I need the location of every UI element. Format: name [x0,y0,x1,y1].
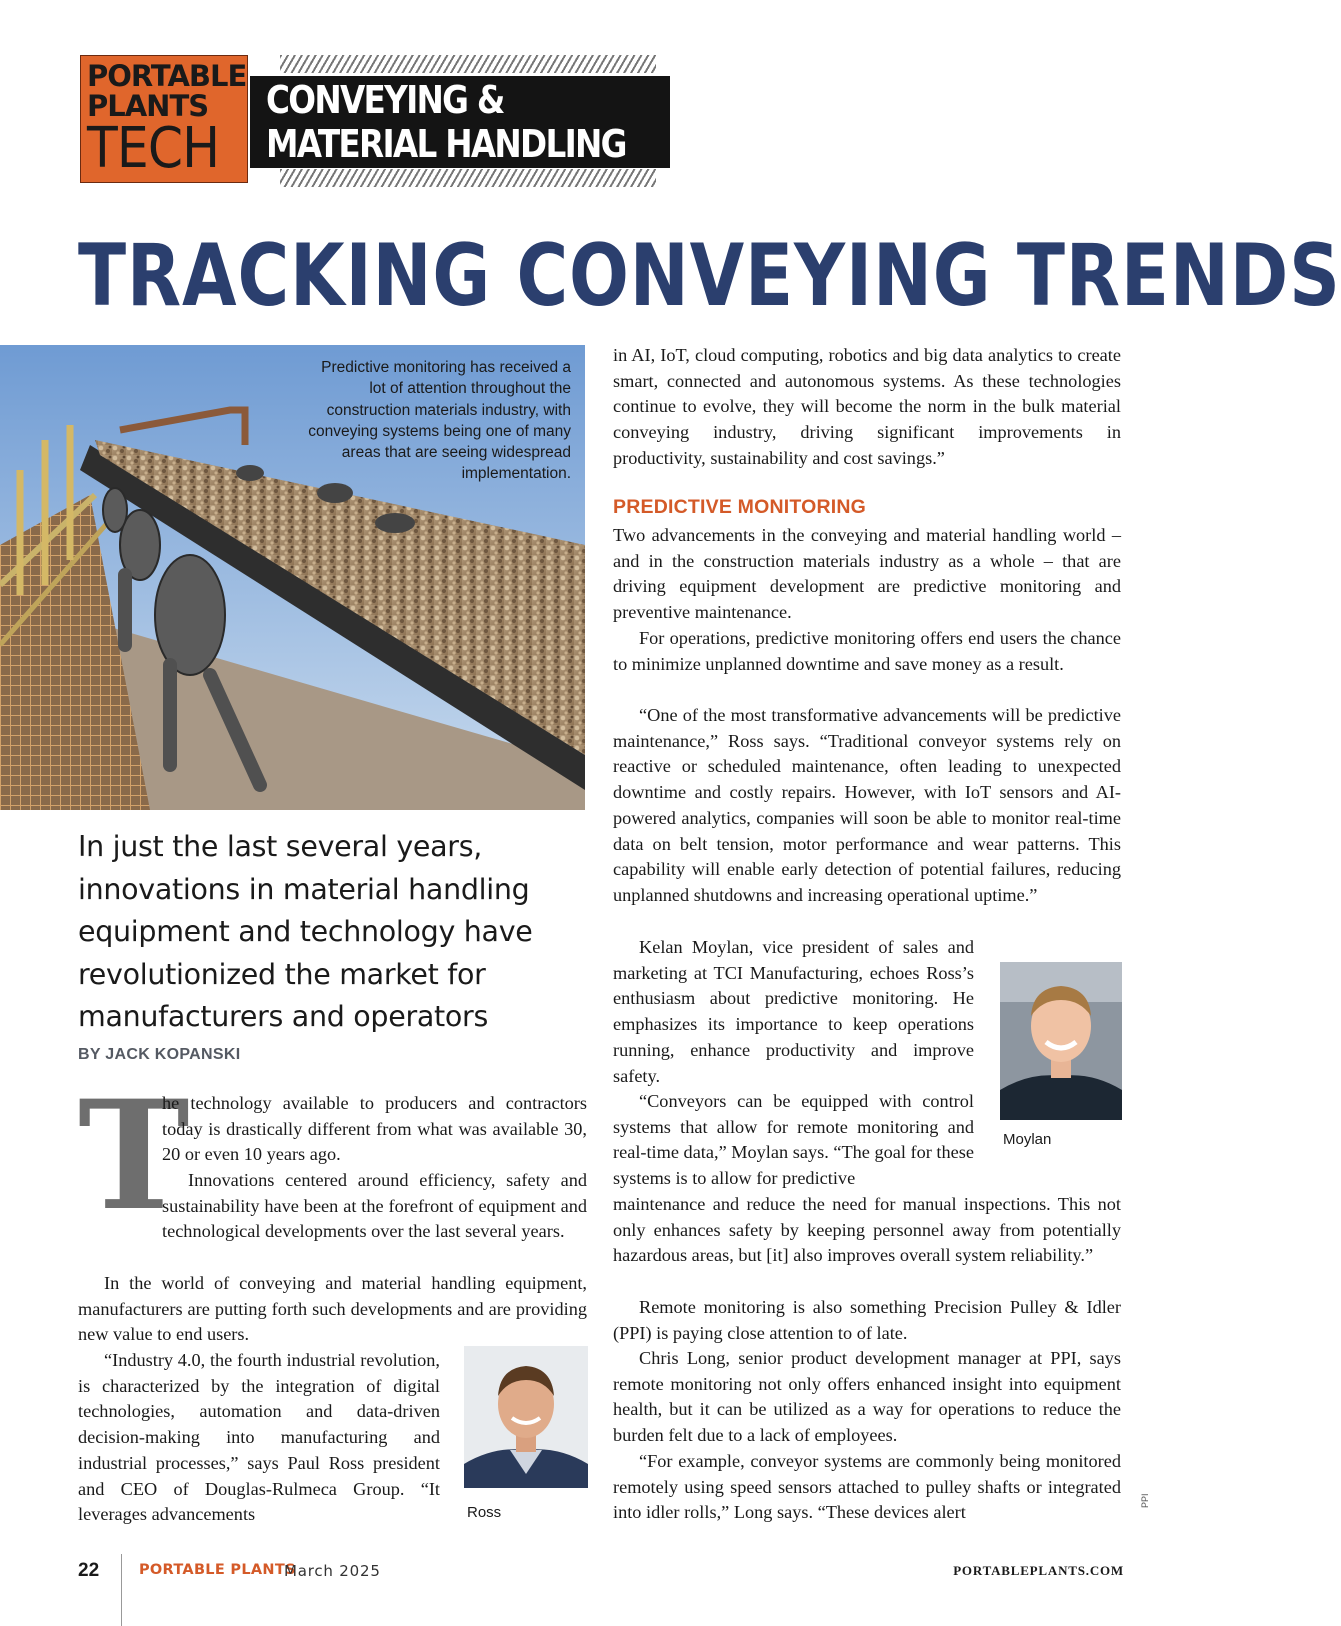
moylan-headshot [1000,962,1122,1120]
footer-website: PORTABLEPLANTS.COM [953,1563,1124,1578]
article-headline: TRACKING CONVEYING TRENDS [78,226,1341,326]
footer-issue-date: March 2025 [284,1562,381,1580]
publication-logo [80,55,248,183]
logo-text-line3: TECH [87,116,220,181]
section-label [250,76,670,168]
body-paragraph: Innovations centered around efficiency, safety and sustainability have been at the forefront of equipment and technological developments over the last several years. [162,1170,587,1242]
moylan-headshot-caption: Moylan [1003,1131,1052,1148]
logo-text-line2: PLANTS [87,89,209,123]
page-number: 22 [78,1560,100,1581]
body-paragraph: Two advancements in the conveying and material handling world – and in the construction materials industry as a whole – that are driving equipment development are predictive monitoring and preventive maintenance. [613,525,1121,623]
body-paragraph: Chris Long, senior product development manager at PPI, says remote monitoring not only offers enhanced insight into equipment health, but it can be utilized as a way for operations to reduce the burden felt due to a lack of employees. [613,1348,1121,1446]
body-paragraph: Remote monitoring is also something Precision Pulley & Idler (PPI) is paying close attention to of late. [613,1297,1121,1343]
body-paragraph: For operations, predictive monitoring offers end users the chance to minimize unplanned downtime and save money as a result. [613,628,1121,674]
body-paragraph: “Industry 4.0, the fourth industrial revolution, is characterized by the integration of digital technologies, automation and data-driven decision-making into manufacturing and industrial processes,” says Paul Ross president and CEO of Douglas-Rulmeca Group. “It leverages advancements [78,1350,440,1525]
body-paragraph: he technology available to producers and contractors today is drastically different from what was available 30, 20 or even 10 years ago. [162,1093,587,1165]
body-paragraph: in AI, IoT, cloud computing, robotics and big data analytics to create smart, connected and autonomous systems. As these technologies continue to evolve, they will become the norm in the bulk material conveying industry, driving significant improvements in productivity, sustainability and cost savings.” [613,345,1121,468]
footer-publication-name: PORTABLE PLANTS [139,1562,296,1578]
body-paragraph: “Conveyors can be equipped with control systems that allow for remote monitoring and real-time data,” Moylan says. “The goal for these systems is to allow for predictive [613,1091,974,1189]
section-label-line1: CONVEYING & [266,78,504,122]
drop-cap: T [78,1068,190,1244]
conveyor-photo [0,345,585,810]
footer-divider [121,1554,122,1626]
byline: BY JACK KOPANSKI [78,1046,241,1063]
body-paragraph: “One of the most transformative advancements will be predictive maintenance,” Ross says. “Traditional conveyor systems rely on reactive or scheduled maintenance, often leading to unexpected downtime and costly repairs. However, with IoT sensors and AI-powered analytics, companies will soon be able to monitor real-time data on belt tension, motor performance and wear patterns. This capability will enable early detection of potential failures, reducing unplanned shutdowns and increasing operational uptime.” [613,705,1121,905]
photo-credit: PPI [1140,1493,1150,1508]
section-subhead: PREDICTIVE MONITORING [613,496,867,518]
logo-text-line1: PORTABLE [87,59,247,93]
portrait-illustration [464,1346,588,1488]
decorative-hatch-bottom [280,169,656,187]
decorative-hatch-top [280,55,656,73]
ross-headshot-caption: Ross [467,1504,502,1521]
photo-caption: Predictive monitoring has received a lot of attention throughout the construction materials industry, with conveying systems being one of many areas that are seeing widespread implementation. [308,359,571,483]
body-paragraph: Kelan Moylan, vice president of sales and marketing at TCI Manufacturing, echoes Ross’s enthusiasm about predictive monitoring. He emphasizes its importance to keep operations running, enhance productivity and improve safety. [613,937,974,1086]
body-paragraph: maintenance and reduce the need for manual inspections. This not only enhances safety by keeping personnel away from potentially hazardous areas, but [it] also improves overall system reliability.” [613,1194,1121,1266]
ross-headshot [464,1346,588,1488]
article-deck: In just the last several years, innovations in material handling equipment and technology have revolutionized the market for manufacturers and operators [78,830,533,1033]
body-paragraph: “For example, conveyor systems are commonly being monitored remotely using speed sensors attached to pulley shafts or integrated into idler rolls,” Long says. “These devices alert [613,1451,1121,1523]
portrait-illustration [1000,962,1122,1120]
body-paragraph: In the world of conveying and material handling equipment, manufacturers are putting forth such developments and are providing new value to end users. [78,1273,587,1345]
section-label-line2: MATERIAL HANDLING [266,122,626,166]
